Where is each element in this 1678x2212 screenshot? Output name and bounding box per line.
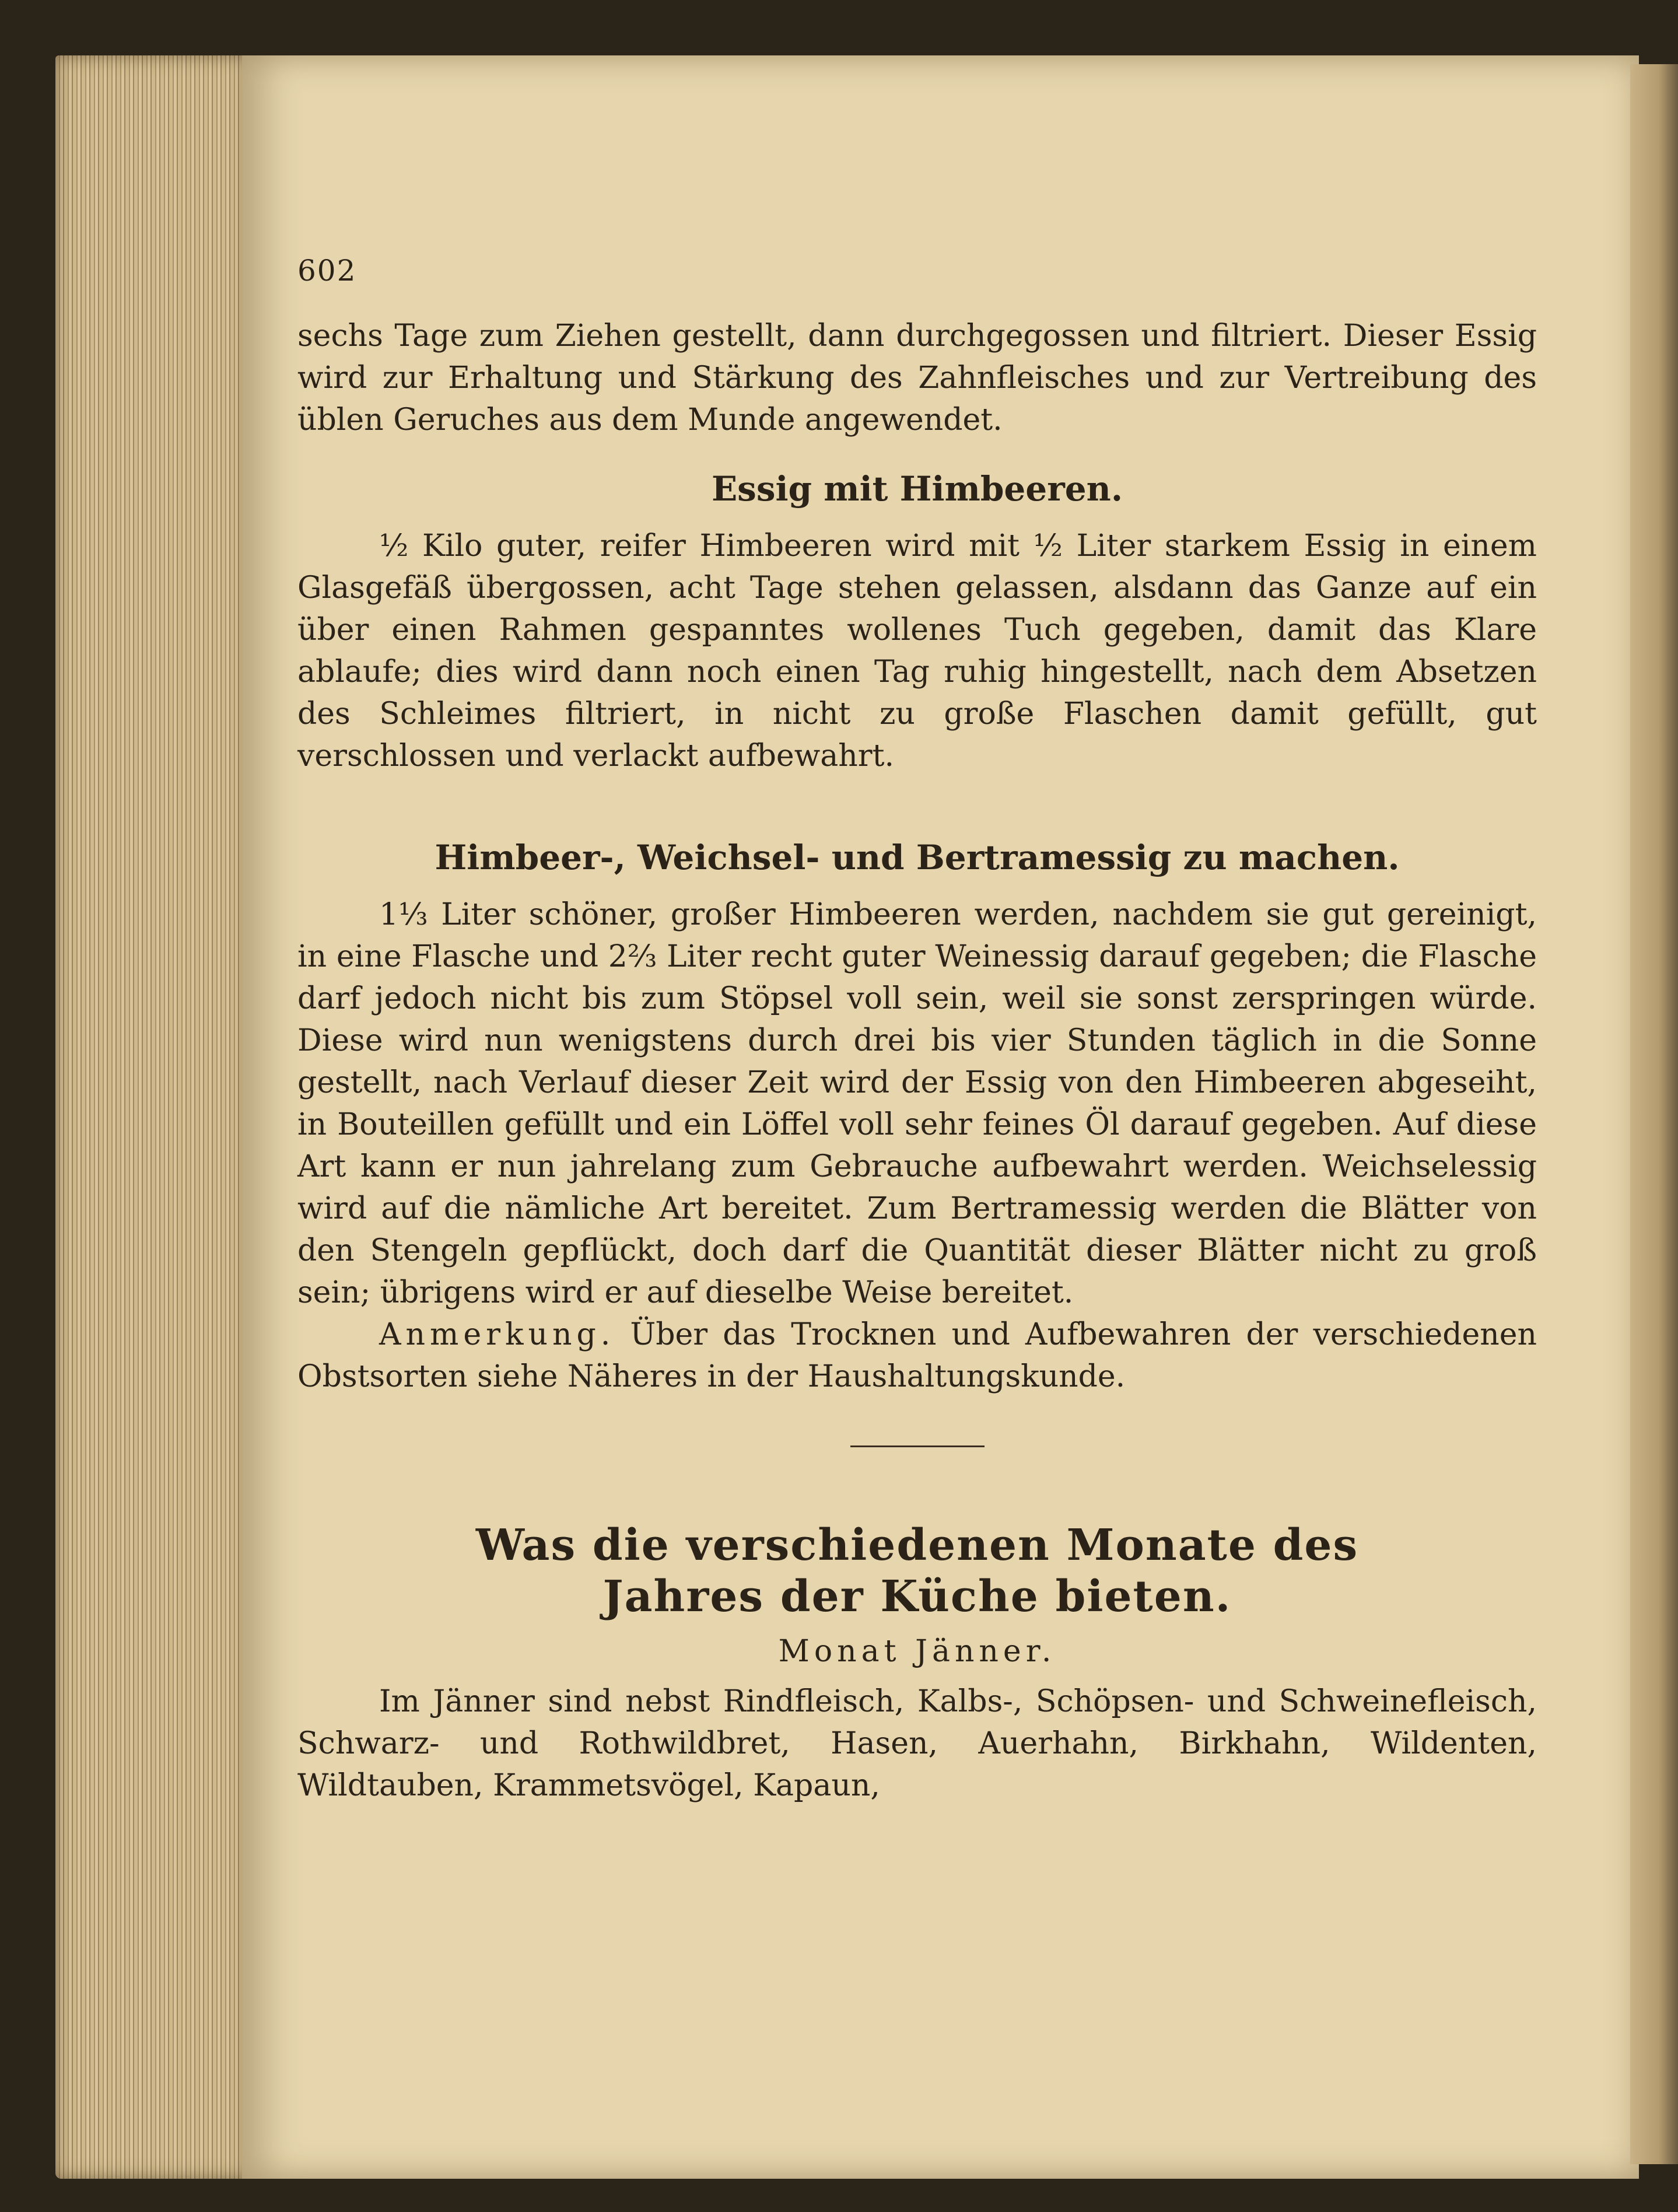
facing-page-edge bbox=[1630, 64, 1678, 2164]
paragraph-himbeer-weichsel-bertramessig: 1⅓ Liter schöner, großer Himbeeren werden, nachdem sie gut gereinigt, in eine Flasche und 2⅔ Liter recht guter Weinessig darauf gegeben; die Flasche darf jedoch nicht bis zum Stöpsel voll sein, weil sie sonst zerspringen würde. Diese wird nun wenigstens durch drei bis vier Stunden täglich in die Sonne gestellt, nach Verlauf dieser Zeit wird der Essig von den Himbeeren abgeseiht, in Bouteillen gefüllt und ein Löffel voll sehr feines Öl darauf gegeben. Auf diese Art kann er nun jahrelang zum Gebrauche aufbewahrt werden. Weichselessig wird auf die nämliche Art bereitet. Zum Bertramessig werden die Blätter von den Stengeln gepflückt, doch darf die Quantität dieser Blätter nicht zu groß sein; übrigens wird er auf dieselbe Weise bereitet. bbox=[297, 897, 1537, 1310]
heading-monate-line2: Jahres der Küche bieten. bbox=[602, 1572, 1232, 1622]
heading-monate-line1: Was die verschiedenen Monate des bbox=[475, 1520, 1359, 1570]
page-number: 602 bbox=[297, 254, 357, 288]
anmerkung-text: Über das Trocknen und Aufbewahren der verschiedenen Obstsorten siehe Näheres in der Haushaltungskunde. bbox=[297, 1317, 1537, 1394]
paragraph-continuation: sechs Tage zum Ziehen gestellt, dann durchgegossen und filtriert. Dieser Essig wird zur Erhaltung und Stärkung des Zahnfleisches und zur Vertreibung des üblen Geruches aus dem Munde angewendet. bbox=[297, 318, 1537, 438]
paragraph-anmerkung bbox=[297, 1314, 1537, 1398]
subheading-monat-jaenner: Monat Jänner. bbox=[778, 1634, 1056, 1669]
heading-essig-mit-himbeeren: Essig mit Himbeeren. bbox=[711, 469, 1123, 509]
anmerkung-label: Anmerkung. bbox=[379, 1317, 615, 1352]
paragraph-essig-mit-himbeeren: ½ Kilo guter, reifer Himbeeren wird mit ½ Liter starkem Essig in einem Glasgefäß übergossen, acht Tage stehen gelassen, alsdann das Ganze auf ein über einen Rahmen gespanntes wollenes Tuch gegeben, damit das Klare ablaufe; dies wird dann noch einen Tag ruhig hingestellt, nach dem Absetzen des Schleimes filtriert, in nicht zu große Flaschen damit gefüllt, gut verschlossen und verlackt aufbewahrt. bbox=[297, 528, 1537, 774]
paragraph-jaenner: Im Jänner sind nebst Rindfleisch, Kalbs-, Schöpsen- und Schweinefleisch, Schwarz- und Rothwildbret, Hasen, Auerhahn, Birkhahn, Wildenten, Wildtauben, Krammetsvögel, Kapaun, bbox=[297, 1684, 1537, 1803]
page-text bbox=[297, 198, 1537, 1807]
heading-himbeer-weichsel-bertramessig: Himbeer-, Weichsel- und Bertramessig zu machen. bbox=[435, 838, 1400, 877]
book-page-edges bbox=[55, 55, 248, 2179]
